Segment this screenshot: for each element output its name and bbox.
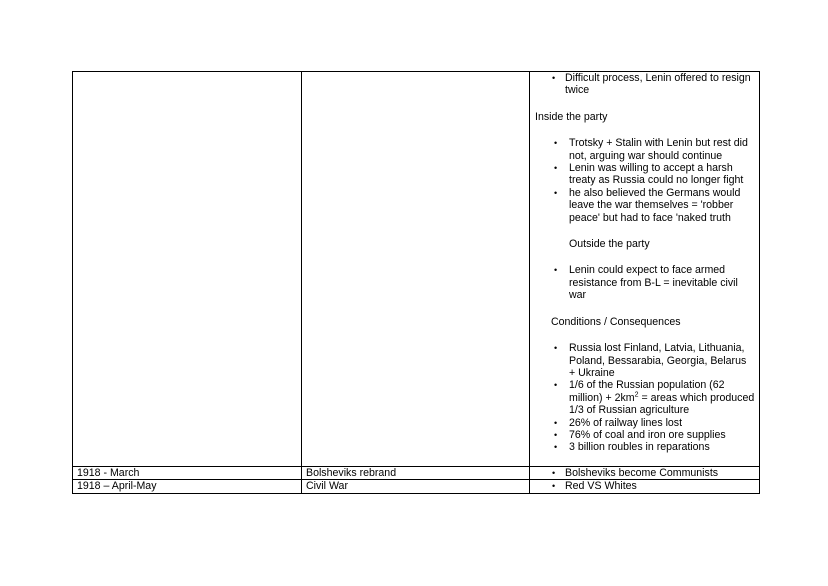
list-item: • 76% of coal and iron ore supplies	[534, 429, 755, 441]
detail-cell	[530, 480, 760, 493]
list-item: • Difficult process, Lenin offered to resign twice	[534, 72, 755, 97]
table-row	[73, 480, 760, 493]
population-text-rest: = areas which produced 1/3 of Russian agriculture	[569, 391, 755, 417]
list-item: • Trotsky + Stalin with Lenin but rest did not, arguing war should continue	[534, 137, 755, 162]
bullet-list	[534, 480, 755, 492]
list-item	[534, 379, 755, 416]
table-row	[73, 72, 760, 467]
inside-party-heading: Inside the party	[535, 110, 608, 123]
list-item: • he also believed the Germans would leave the war themselves = 'robber peace' but had to face 'naked truth	[534, 187, 755, 224]
list-item: • Red VS Whites	[534, 480, 755, 492]
bullet-list	[534, 264, 755, 301]
timeline-table	[72, 71, 760, 494]
detail-cell	[530, 467, 760, 480]
superscript: 2	[634, 391, 639, 399]
table-row	[73, 467, 760, 480]
list-item: • Lenin could expect to face armed resistance from B-L = inevitable civil war	[534, 264, 755, 301]
list-item: • 26% of railway lines lost	[534, 417, 755, 429]
list-item: • Lenin was willing to accept a harsh treaty as Russia could no longer fight	[534, 162, 755, 187]
list-item: • Bolsheviks become Communists	[534, 467, 755, 479]
event-cell: Civil War	[302, 480, 530, 493]
date-cell: 1918 – April-May	[73, 480, 302, 493]
list-item: • 3 billion roubles in reparations	[534, 441, 755, 453]
list-item: • Russia lost Finland, Latvia, Lithuania, Poland, Bessarabia, Georgia, Belarus + Ukraine	[534, 342, 755, 379]
event-cell	[302, 72, 530, 467]
population-text: 1/6 of the Russian population (62 million) + 2km	[569, 379, 725, 404]
bullet-list	[534, 137, 755, 224]
date-cell	[73, 72, 302, 467]
bullet-list	[534, 72, 755, 97]
event-cell: Bolsheviks rebrand	[302, 467, 530, 480]
detail-cell	[530, 72, 760, 467]
outside-party-heading: Outside the party	[569, 238, 650, 251]
date-cell: 1918 - March	[73, 467, 302, 480]
bullet-list	[534, 467, 755, 479]
conditions-heading: Conditions / Consequences	[551, 315, 681, 328]
bullet-list	[534, 342, 755, 454]
